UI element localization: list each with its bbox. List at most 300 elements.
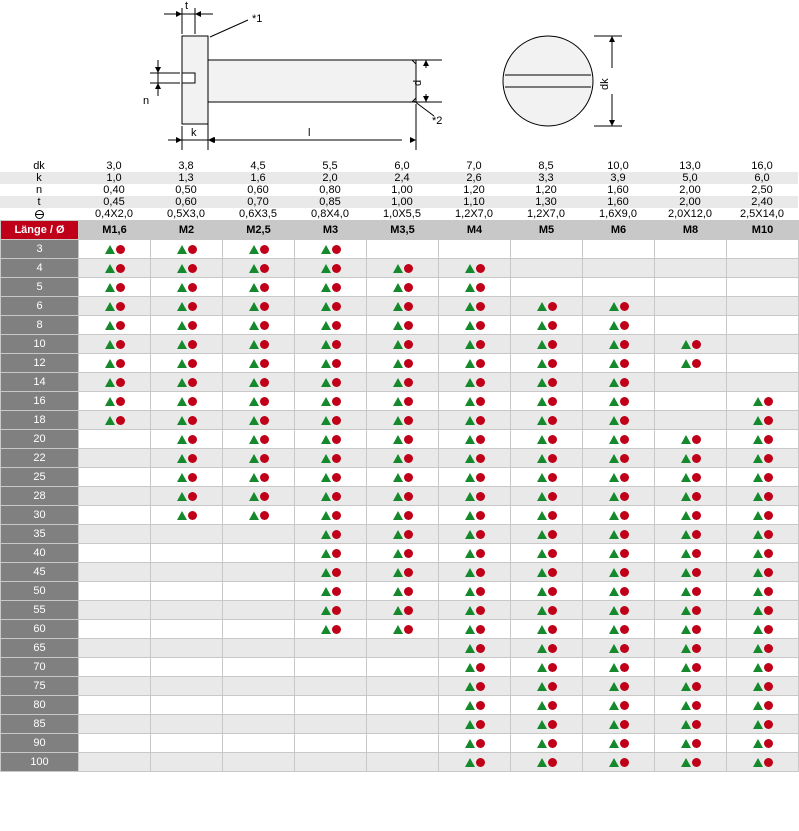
grid-cell[interactable] xyxy=(79,677,151,696)
grid-cell[interactable] xyxy=(583,259,655,278)
grid-cell[interactable] xyxy=(367,259,439,278)
grid-cell[interactable] xyxy=(439,506,511,525)
grid-cell[interactable] xyxy=(511,734,583,753)
grid-cell[interactable] xyxy=(439,468,511,487)
grid-cell[interactable] xyxy=(79,601,151,620)
grid-cell[interactable] xyxy=(727,468,799,487)
grid-cell[interactable] xyxy=(79,487,151,506)
availability-marks xyxy=(177,278,197,296)
grid-cell[interactable] xyxy=(727,715,799,734)
grid-cell[interactable] xyxy=(151,525,223,544)
grid-cell[interactable] xyxy=(439,411,511,430)
grid-cell[interactable] xyxy=(511,696,583,715)
grid-cell[interactable] xyxy=(727,297,799,316)
grid-cell[interactable] xyxy=(655,582,727,601)
grid-cell[interactable] xyxy=(367,373,439,392)
grid-cell[interactable] xyxy=(151,582,223,601)
grid-cell[interactable] xyxy=(511,449,583,468)
grid-cell[interactable] xyxy=(367,734,439,753)
grid-cell[interactable] xyxy=(79,449,151,468)
grid-cell[interactable] xyxy=(295,753,367,772)
grid-cell[interactable] xyxy=(367,354,439,373)
grid-cell[interactable] xyxy=(583,278,655,297)
grid-cell[interactable] xyxy=(511,240,583,259)
grid-cell[interactable] xyxy=(295,734,367,753)
grid-cell[interactable] xyxy=(727,430,799,449)
grid-row-header-length: 85 xyxy=(1,715,79,734)
grid-cell[interactable] xyxy=(727,734,799,753)
grid-cell[interactable] xyxy=(367,487,439,506)
grid-cell[interactable] xyxy=(727,525,799,544)
grid-cell[interactable] xyxy=(223,487,295,506)
grid-cell[interactable] xyxy=(511,487,583,506)
availability-marks xyxy=(753,392,773,410)
grid-cell[interactable] xyxy=(439,753,511,772)
grid-cell[interactable] xyxy=(583,734,655,753)
grid-cell[interactable] xyxy=(151,677,223,696)
grid-cell[interactable] xyxy=(655,297,727,316)
grid-cell[interactable] xyxy=(151,639,223,658)
grid-cell[interactable] xyxy=(223,240,295,259)
grid-cell[interactable] xyxy=(511,715,583,734)
grid-cell[interactable] xyxy=(151,449,223,468)
grid-cell[interactable] xyxy=(367,278,439,297)
grid-cell[interactable] xyxy=(439,582,511,601)
grid-cell[interactable] xyxy=(439,278,511,297)
grid-cell[interactable] xyxy=(367,753,439,772)
grid-cell[interactable] xyxy=(151,658,223,677)
grid-cell[interactable] xyxy=(79,563,151,582)
grid-cell[interactable] xyxy=(367,696,439,715)
grid-cell[interactable] xyxy=(367,335,439,354)
grid-cell[interactable] xyxy=(439,487,511,506)
grid-cell[interactable] xyxy=(367,525,439,544)
grid-cell[interactable] xyxy=(511,601,583,620)
grid-cell[interactable] xyxy=(655,696,727,715)
grid-cell[interactable] xyxy=(151,563,223,582)
grid-cell[interactable] xyxy=(295,696,367,715)
grid-cell[interactable] xyxy=(223,506,295,525)
grid-cell[interactable] xyxy=(367,563,439,582)
grid-cell[interactable] xyxy=(511,259,583,278)
grid-cell[interactable] xyxy=(79,696,151,715)
grid-cell[interactable] xyxy=(367,240,439,259)
grid-cell[interactable] xyxy=(655,525,727,544)
grid-cell[interactable] xyxy=(151,468,223,487)
grid-cell[interactable] xyxy=(439,430,511,449)
grid-cell[interactable] xyxy=(223,677,295,696)
grid-cell[interactable] xyxy=(655,506,727,525)
grid-cell[interactable] xyxy=(727,259,799,278)
grid-cell[interactable] xyxy=(151,715,223,734)
grid-cell[interactable] xyxy=(511,392,583,411)
grid-cell[interactable] xyxy=(655,373,727,392)
grid-cell[interactable] xyxy=(511,639,583,658)
grid-cell[interactable] xyxy=(223,335,295,354)
grid-cell[interactable] xyxy=(79,582,151,601)
grid-cell[interactable] xyxy=(655,411,727,430)
grid-cell[interactable] xyxy=(511,316,583,335)
grid-cell[interactable] xyxy=(583,373,655,392)
circle-icon xyxy=(476,473,485,482)
grid-cell[interactable] xyxy=(223,259,295,278)
grid-cell[interactable] xyxy=(439,601,511,620)
grid-cell[interactable] xyxy=(511,658,583,677)
grid-cell[interactable] xyxy=(511,525,583,544)
grid-cell[interactable] xyxy=(727,753,799,772)
grid-cell[interactable] xyxy=(367,620,439,639)
grid-cell[interactable] xyxy=(151,259,223,278)
grid-cell[interactable] xyxy=(223,734,295,753)
grid-cell[interactable] xyxy=(583,411,655,430)
circle-icon xyxy=(332,568,341,577)
grid-cell[interactable] xyxy=(223,696,295,715)
grid-cell[interactable] xyxy=(583,297,655,316)
grid-cell[interactable] xyxy=(79,373,151,392)
grid-cell[interactable] xyxy=(223,373,295,392)
triangle-icon xyxy=(681,663,691,672)
grid-cell[interactable] xyxy=(223,449,295,468)
grid-cell[interactable] xyxy=(583,335,655,354)
grid-cell[interactable] xyxy=(295,677,367,696)
grid-cell[interactable] xyxy=(511,563,583,582)
grid-cell[interactable] xyxy=(583,430,655,449)
grid-cell[interactable] xyxy=(79,639,151,658)
grid-cell[interactable] xyxy=(367,392,439,411)
grid-cell[interactable] xyxy=(439,392,511,411)
grid-cell[interactable] xyxy=(655,335,727,354)
grid-cell[interactable] xyxy=(511,335,583,354)
grid-cell[interactable] xyxy=(655,430,727,449)
grid-cell[interactable] xyxy=(151,373,223,392)
grid-cell[interactable] xyxy=(655,677,727,696)
grid-cell[interactable] xyxy=(439,677,511,696)
grid-cell[interactable] xyxy=(295,525,367,544)
grid-cell[interactable] xyxy=(223,411,295,430)
grid-cell[interactable] xyxy=(583,658,655,677)
grid-cell[interactable] xyxy=(655,316,727,335)
grid-cell[interactable] xyxy=(223,354,295,373)
grid-cell[interactable] xyxy=(295,639,367,658)
grid-cell[interactable] xyxy=(439,525,511,544)
grid-cell[interactable] xyxy=(223,430,295,449)
grid-cell[interactable] xyxy=(151,620,223,639)
grid-cell[interactable] xyxy=(79,278,151,297)
grid-cell[interactable] xyxy=(79,620,151,639)
grid-cell[interactable] xyxy=(727,601,799,620)
triangle-icon xyxy=(609,739,619,748)
grid-cell[interactable] xyxy=(223,601,295,620)
grid-cell[interactable] xyxy=(727,354,799,373)
grid-cell[interactable] xyxy=(439,715,511,734)
grid-cell[interactable] xyxy=(727,658,799,677)
grid-cell[interactable] xyxy=(511,582,583,601)
grid-cell[interactable] xyxy=(151,753,223,772)
grid-cell[interactable] xyxy=(727,392,799,411)
grid-cell[interactable] xyxy=(79,468,151,487)
grid-cell[interactable] xyxy=(295,297,367,316)
grid-cell[interactable] xyxy=(655,620,727,639)
grid-cell[interactable] xyxy=(727,696,799,715)
grid-cell[interactable] xyxy=(727,373,799,392)
grid-cell[interactable] xyxy=(439,259,511,278)
grid-cell[interactable] xyxy=(439,544,511,563)
grid-cell[interactable] xyxy=(295,240,367,259)
grid-cell[interactable] xyxy=(511,278,583,297)
grid-cell[interactable] xyxy=(79,430,151,449)
grid-cell[interactable] xyxy=(295,582,367,601)
grid-cell[interactable] xyxy=(151,278,223,297)
grid-cell[interactable] xyxy=(367,658,439,677)
grid-cell[interactable] xyxy=(79,506,151,525)
grid-cell[interactable] xyxy=(295,354,367,373)
grid-cell[interactable] xyxy=(295,278,367,297)
grid-cell[interactable] xyxy=(79,658,151,677)
grid-cell[interactable] xyxy=(295,335,367,354)
triangle-icon xyxy=(249,340,259,349)
grid-cell[interactable] xyxy=(151,411,223,430)
grid-cell[interactable] xyxy=(223,715,295,734)
grid-cell[interactable] xyxy=(151,601,223,620)
grid-cell[interactable] xyxy=(583,620,655,639)
grid-cell[interactable] xyxy=(439,639,511,658)
grid-cell[interactable] xyxy=(79,240,151,259)
grid-cell[interactable] xyxy=(655,449,727,468)
grid-cell[interactable] xyxy=(367,601,439,620)
grid-cell[interactable] xyxy=(655,354,727,373)
grid-cell[interactable] xyxy=(511,544,583,563)
grid-cell[interactable] xyxy=(727,411,799,430)
grid-cell[interactable] xyxy=(511,677,583,696)
grid-cell[interactable] xyxy=(151,487,223,506)
grid-cell[interactable] xyxy=(655,468,727,487)
grid-cell[interactable] xyxy=(79,715,151,734)
grid-cell[interactable] xyxy=(583,582,655,601)
grid-cell[interactable] xyxy=(583,544,655,563)
grid-cell[interactable] xyxy=(79,411,151,430)
grid-cell[interactable] xyxy=(655,601,727,620)
grid-cell[interactable] xyxy=(655,392,727,411)
grid-cell[interactable] xyxy=(223,658,295,677)
grid-cell[interactable] xyxy=(79,392,151,411)
grid-cell[interactable] xyxy=(295,715,367,734)
grid-cell[interactable] xyxy=(79,525,151,544)
grid-cell[interactable] xyxy=(583,487,655,506)
grid-cell[interactable] xyxy=(583,392,655,411)
grid-cell[interactable] xyxy=(223,582,295,601)
grid-cell[interactable] xyxy=(655,715,727,734)
grid-cell[interactable] xyxy=(583,316,655,335)
grid-cell[interactable] xyxy=(295,563,367,582)
grid-cell[interactable] xyxy=(655,658,727,677)
grid-cell[interactable] xyxy=(439,620,511,639)
grid-cell[interactable] xyxy=(151,316,223,335)
triangle-icon xyxy=(465,340,475,349)
circle-icon xyxy=(692,606,701,615)
grid-cell[interactable] xyxy=(367,544,439,563)
grid-cell[interactable] xyxy=(151,696,223,715)
grid-cell[interactable] xyxy=(223,620,295,639)
grid-cell[interactable] xyxy=(223,563,295,582)
grid-cell[interactable] xyxy=(439,563,511,582)
grid-cell[interactable] xyxy=(367,449,439,468)
grid-cell[interactable] xyxy=(295,430,367,449)
grid-cell[interactable] xyxy=(79,354,151,373)
grid-cell[interactable] xyxy=(511,373,583,392)
grid-cell[interactable] xyxy=(583,525,655,544)
grid-cell[interactable] xyxy=(295,620,367,639)
circle-icon xyxy=(548,644,557,653)
grid-cell[interactable] xyxy=(583,563,655,582)
grid-cell[interactable] xyxy=(223,753,295,772)
triangle-icon xyxy=(537,530,547,539)
grid-cell[interactable] xyxy=(295,449,367,468)
grid-cell[interactable] xyxy=(79,297,151,316)
grid-cell[interactable] xyxy=(151,734,223,753)
grid-cell[interactable] xyxy=(511,506,583,525)
grid-cell[interactable] xyxy=(727,582,799,601)
grid-cell[interactable] xyxy=(223,316,295,335)
grid-cell[interactable] xyxy=(295,544,367,563)
grid-cell[interactable] xyxy=(367,430,439,449)
grid-cell[interactable] xyxy=(367,582,439,601)
grid-cell[interactable] xyxy=(583,354,655,373)
grid-cell[interactable] xyxy=(583,753,655,772)
grid-cell[interactable] xyxy=(655,753,727,772)
grid-cell[interactable] xyxy=(295,658,367,677)
grid-cell[interactable] xyxy=(439,316,511,335)
grid-cell[interactable] xyxy=(511,468,583,487)
grid-cell[interactable] xyxy=(367,639,439,658)
grid-cell[interactable] xyxy=(79,544,151,563)
grid-cell[interactable] xyxy=(511,620,583,639)
grid-cell[interactable] xyxy=(295,259,367,278)
grid-cell[interactable] xyxy=(655,240,727,259)
grid-cell[interactable] xyxy=(151,392,223,411)
grid-cell[interactable] xyxy=(295,601,367,620)
grid-cell[interactable] xyxy=(151,335,223,354)
grid-cell[interactable] xyxy=(439,373,511,392)
grid-cell[interactable] xyxy=(367,506,439,525)
grid-cell[interactable] xyxy=(79,753,151,772)
grid-cell[interactable] xyxy=(727,563,799,582)
grid-cell[interactable] xyxy=(151,506,223,525)
grid-cell[interactable] xyxy=(439,354,511,373)
grid-cell[interactable] xyxy=(439,297,511,316)
grid-cell[interactable] xyxy=(367,411,439,430)
grid-cell[interactable] xyxy=(511,430,583,449)
grid-cell[interactable] xyxy=(295,468,367,487)
grid-cell[interactable] xyxy=(439,696,511,715)
grid-cell[interactable] xyxy=(151,544,223,563)
grid-cell[interactable] xyxy=(655,639,727,658)
grid-cell[interactable] xyxy=(223,544,295,563)
grid-cell[interactable] xyxy=(727,487,799,506)
availability-marks xyxy=(465,373,485,391)
circle-icon xyxy=(188,378,197,387)
grid-cell[interactable] xyxy=(727,240,799,259)
triangle-icon xyxy=(393,283,403,292)
grid-cell[interactable] xyxy=(151,430,223,449)
grid-cell[interactable] xyxy=(583,715,655,734)
grid-cell[interactable] xyxy=(583,506,655,525)
triangle-icon xyxy=(393,435,403,444)
availability-marks xyxy=(465,753,485,771)
grid-cell[interactable] xyxy=(727,620,799,639)
grid-cell[interactable] xyxy=(727,677,799,696)
grid-cell[interactable] xyxy=(439,240,511,259)
grid-cell[interactable] xyxy=(583,449,655,468)
grid-cell[interactable] xyxy=(655,487,727,506)
grid-cell[interactable] xyxy=(655,734,727,753)
grid-cell[interactable] xyxy=(367,677,439,696)
grid-cell[interactable] xyxy=(583,677,655,696)
grid-cell[interactable] xyxy=(655,544,727,563)
grid-cell[interactable] xyxy=(511,297,583,316)
grid-cell[interactable] xyxy=(727,278,799,297)
grid-cell[interactable] xyxy=(295,487,367,506)
grid-cell[interactable] xyxy=(79,316,151,335)
grid-cell[interactable] xyxy=(79,734,151,753)
grid-cell[interactable] xyxy=(583,601,655,620)
grid-cell[interactable] xyxy=(727,335,799,354)
grid-cell[interactable] xyxy=(367,715,439,734)
grid-cell[interactable] xyxy=(583,639,655,658)
grid-cell[interactable] xyxy=(223,297,295,316)
grid-cell[interactable] xyxy=(727,316,799,335)
grid-cell[interactable] xyxy=(151,240,223,259)
grid-cell[interactable] xyxy=(151,354,223,373)
grid-cell[interactable] xyxy=(727,639,799,658)
grid-cell[interactable] xyxy=(727,544,799,563)
grid-cell[interactable] xyxy=(367,297,439,316)
grid-cell[interactable] xyxy=(655,259,727,278)
grid-cell[interactable] xyxy=(727,506,799,525)
grid-cell[interactable] xyxy=(583,696,655,715)
availability-marks xyxy=(681,430,701,448)
grid-cell[interactable] xyxy=(223,392,295,411)
grid-cell[interactable] xyxy=(295,411,367,430)
grid-cell[interactable] xyxy=(223,639,295,658)
grid-cell[interactable] xyxy=(583,240,655,259)
grid-cell[interactable] xyxy=(511,354,583,373)
grid-cell[interactable] xyxy=(223,525,295,544)
grid-cell[interactable] xyxy=(79,335,151,354)
grid-cell[interactable] xyxy=(727,449,799,468)
grid-cell[interactable] xyxy=(223,468,295,487)
grid-cell[interactable] xyxy=(439,658,511,677)
grid-cell[interactable] xyxy=(367,468,439,487)
grid-cell[interactable] xyxy=(511,411,583,430)
grid-cell[interactable] xyxy=(295,373,367,392)
availability-marks xyxy=(393,487,413,505)
grid-cell[interactable] xyxy=(655,278,727,297)
grid-cell[interactable] xyxy=(295,316,367,335)
grid-cell[interactable] xyxy=(295,392,367,411)
grid-cell[interactable] xyxy=(511,753,583,772)
grid-cell[interactable] xyxy=(223,278,295,297)
grid-cell[interactable] xyxy=(295,506,367,525)
availability-marks xyxy=(321,430,341,448)
grid-cell[interactable] xyxy=(439,734,511,753)
grid-cell[interactable] xyxy=(439,335,511,354)
grid-cell[interactable] xyxy=(583,468,655,487)
grid-cell[interactable] xyxy=(439,449,511,468)
grid-cell[interactable] xyxy=(367,316,439,335)
grid-cell[interactable] xyxy=(655,563,727,582)
grid-cell[interactable] xyxy=(79,259,151,278)
grid-cell[interactable] xyxy=(151,297,223,316)
